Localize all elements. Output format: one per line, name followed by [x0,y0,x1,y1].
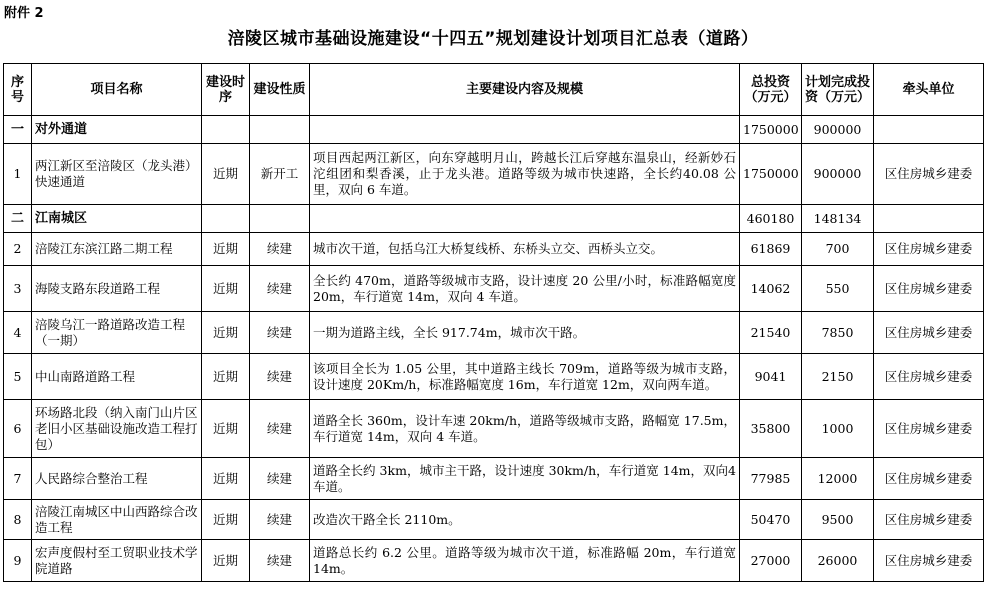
section-row [4,205,984,233]
row-unit: 区住房城乡建委 [874,540,984,582]
row-total: 77985 [740,458,802,500]
section-planned: 900000 [802,116,874,144]
row-seq: 1 [4,144,32,205]
row-timing: 近期 [202,354,250,400]
row-planned: 9500 [802,500,874,540]
row-name: 涪陵江东滨江路二期工程 [32,233,202,266]
row-nature: 续建 [250,266,310,312]
row-content: 改造次干路全长 2110m。 [310,500,740,540]
row-unit: 区住房城乡建委 [874,266,984,312]
row-name: 环场路北段（纳入南门山片区老旧小区基础设施改造工程打包） [32,400,202,458]
table-row [4,500,984,540]
row-planned: 1000 [802,400,874,458]
row-timing: 近期 [202,233,250,266]
row-nature: 续建 [250,312,310,354]
row-content: 道路全长约 3km，城市主干路，设计速度 30km/h，车行道宽 14m，双向4 车道。 [310,458,740,500]
header-planned: 计划完成投 资（万元） [802,64,874,116]
header-seq: 序号 [4,64,32,116]
section-seq: 二 [4,205,32,233]
header-timing: 建设时序 [202,64,250,116]
row-timing: 近期 [202,500,250,540]
header-nature: 建设性质 [250,64,310,116]
row-unit: 区住房城乡建委 [874,500,984,540]
row-seq: 5 [4,354,32,400]
row-timing: 近期 [202,312,250,354]
row-nature: 新开工 [250,144,310,205]
row-total: 14062 [740,266,802,312]
attachment-label: 附件 2 [4,6,44,21]
row-seq: 6 [4,400,32,458]
row-timing: 近期 [202,540,250,582]
table-row [4,144,984,205]
row-nature: 续建 [250,500,310,540]
row-planned: 550 [802,266,874,312]
section-total: 460180 [740,205,802,233]
header-name: 项目名称 [32,64,202,116]
header-row [4,64,984,116]
row-total: 1750000 [740,144,802,205]
row-total: 21540 [740,312,802,354]
table-row [4,400,984,458]
row-unit: 区住房城乡建委 [874,233,984,266]
row-total: 61869 [740,233,802,266]
row-planned: 12000 [802,458,874,500]
table-row [4,354,984,400]
row-total: 50470 [740,500,802,540]
table-row [4,312,984,354]
row-nature: 续建 [250,354,310,400]
row-content: 一期为道路主线，全长 917.74m，城市次干路。 [310,312,740,354]
row-planned: 7850 [802,312,874,354]
row-timing: 近期 [202,458,250,500]
header-unit: 牵头单位 [874,64,984,116]
row-nature: 续建 [250,458,310,500]
row-name: 海陵支路东段道路工程 [32,266,202,312]
row-seq: 8 [4,500,32,540]
section-seq: 一 [4,116,32,144]
row-planned: 900000 [802,144,874,205]
row-unit: 区住房城乡建委 [874,312,984,354]
row-timing: 近期 [202,144,250,205]
header-content: 主要建设内容及规模 [310,64,740,116]
table-row [4,266,984,312]
section-row [4,116,984,144]
section-total: 1750000 [740,116,802,144]
row-planned: 2150 [802,354,874,400]
row-timing: 近期 [202,400,250,458]
document-title: 涪陵区城市基础设施建设“十四五”规划建设计划项目汇总表（道路） [227,29,759,49]
row-planned: 26000 [802,540,874,582]
row-timing: 近期 [202,266,250,312]
row-nature: 续建 [250,233,310,266]
row-name: 人民路综合整治工程 [32,458,202,500]
table-row [4,233,984,266]
row-nature: 续建 [250,540,310,582]
row-seq: 7 [4,458,32,500]
row-name: 中山南路道路工程 [32,354,202,400]
row-planned: 700 [802,233,874,266]
header-total: 总投资（万元） [740,64,802,116]
row-unit: 区住房城乡建委 [874,458,984,500]
row-unit: 区住房城乡建委 [874,354,984,400]
row-total: 9041 [740,354,802,400]
row-content: 项目西起两江新区，向东穿越明月山，跨越长江后穿越东温泉山，经新妙石沱组团和梨香溪，止于龙头港。道路等级为城市快速路，全长约40.08 公里，双向 6 车道。 [310,144,740,205]
row-seq: 4 [4,312,32,354]
row-content: 道路总长约 6.2 公里。道路等级为城市次干道，标准路幅 20m，车行道宽 14m。 [310,540,740,582]
section-title: 对外通道 [32,116,202,144]
row-name: 涪陵乌江一路道路改造工程（一期） [32,312,202,354]
row-unit: 区住房城乡建委 [874,144,984,205]
row-unit: 区住房城乡建委 [874,400,984,458]
section-title: 江南城区 [32,205,202,233]
row-nature: 续建 [250,400,310,458]
section-planned: 148134 [802,205,874,233]
table-row [4,540,984,582]
row-name: 宏声度假村至工贸职业技术学院道路 [32,540,202,582]
row-content: 城市次干道，包括乌江大桥复线桥、东桥头立交、西桥头立交。 [310,233,740,266]
table-row [4,458,984,500]
row-name: 两江新区至涪陵区（龙头港）快速通道 [32,144,202,205]
row-total: 27000 [740,540,802,582]
row-seq: 9 [4,540,32,582]
row-seq: 2 [4,233,32,266]
row-total: 35800 [740,400,802,458]
row-name: 涪陵江南城区中山西路综合改造工程 [32,500,202,540]
row-content: 全长约 470m，道路等级城市支路，设计速度 20 公里/小时，标准路幅宽度 20m，车行道宽 14m，双向 4 车道。 [310,266,740,312]
row-content: 该项目全长为 1.05 公里，其中道路主线长 709m，道路等级为城市支路，设计速度 20Km/h，标准路幅宽度 16m，车行道宽 12m，双向两车道。 [310,354,740,400]
row-seq: 3 [4,266,32,312]
project-table [3,63,984,582]
row-content: 道路全长 360m，设计车速 20km/h，道路等级城市支路，路幅宽 17.5m，车行道宽 14m，双向 4 车道。 [310,400,740,458]
